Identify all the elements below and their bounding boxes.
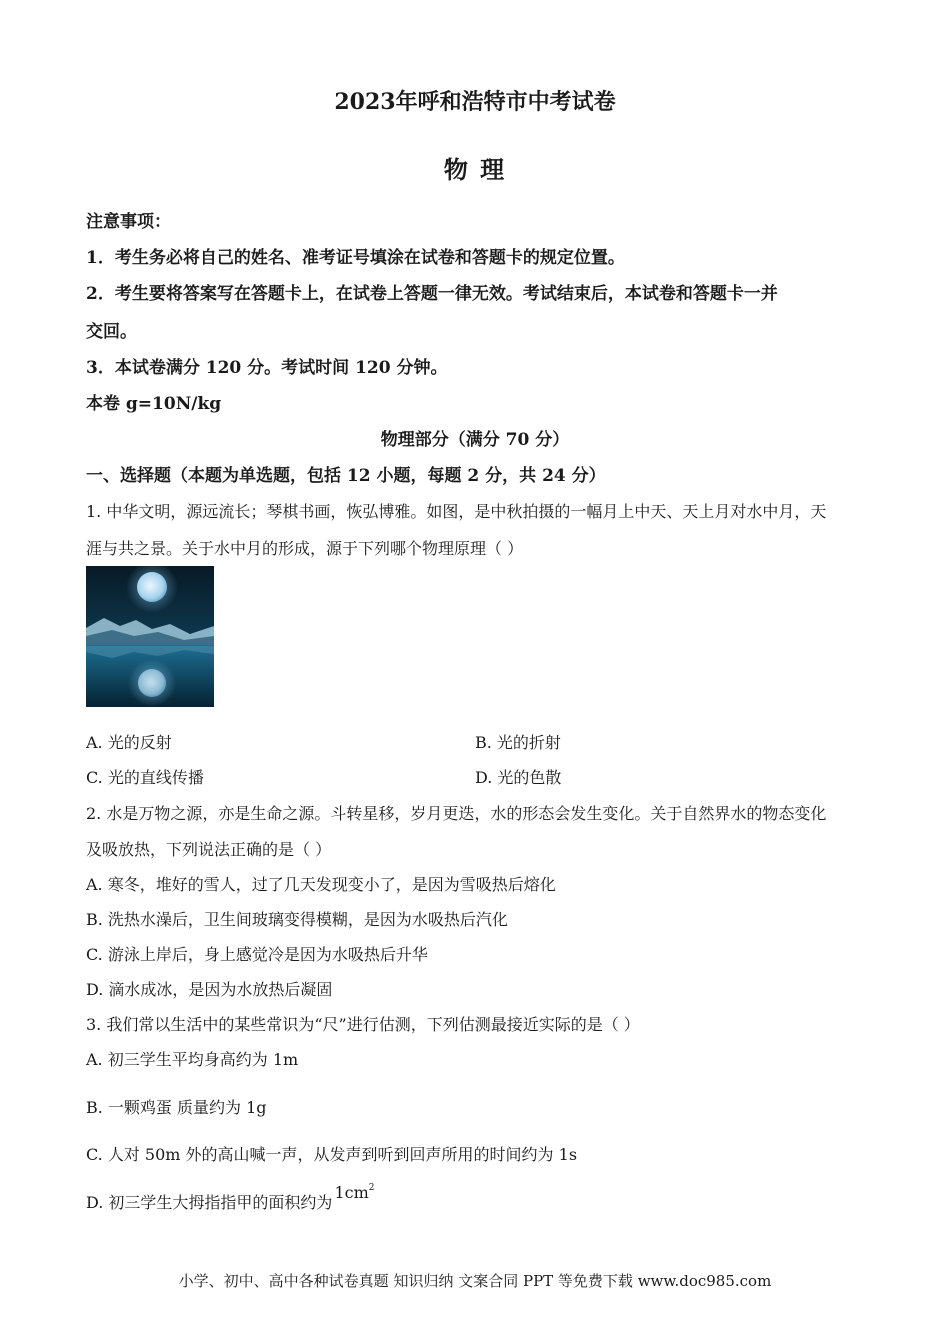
notes-heading: 注意事项： — [86, 212, 171, 232]
subject-title: 物 理 — [443, 155, 507, 184]
note-item-2: 2．考生要将答案写在答题卡上，在试卷上答题一律无效。考试结束后，本试卷和答题卡一并 — [86, 284, 778, 304]
part-title: 物理部分（满分 70 分） — [380, 430, 570, 450]
q1-stem-line1: 1. 中华文明，源远流长；琴棋书画，恢弘博雅。如图，是中秋拍摄的一幅月上中天、天上月对水中月，天 — [86, 502, 827, 521]
q3-option-d — [86, 1182, 375, 1213]
q3-option-d-value: 1cm — [334, 1183, 369, 1202]
q1-option-d: D. 光的色散 — [475, 768, 562, 787]
exam-title: 2023年呼和浩特市中考试卷 — [334, 89, 616, 115]
q1-stem-line2: 涯与共之景。关于水中月的形成，源于下列哪个物理原理（ ） — [86, 539, 524, 558]
q3-option-a: A. 初三学生平均身高约为 1m — [86, 1050, 299, 1069]
q1-option-a: A. 光的反射 — [86, 733, 172, 752]
footer-text: 小学、初中、高中各种试卷真题 知识归纳 文案合同 PPT 等免费下载 www.doc985.com — [178, 1272, 772, 1290]
moon-reflection-image — [86, 566, 214, 707]
q1-option-b: B. 光的折射 — [475, 733, 561, 752]
q3-option-c: C. 人对 50m 外的高山喊一声，从发声到听到回声所用的时间约为 1s — [86, 1145, 578, 1164]
q2-option-d: D. 滴水成冰，是因为水放热后凝固 — [86, 980, 333, 999]
note-item-3: 3．本试卷满分 120 分。考试时间 120 分钟。 — [86, 358, 448, 378]
q3-stem: 3. 我们常以生活中的某些常识为“尺”进行估测，下列估测最接近实际的是（ ） — [86, 1015, 640, 1034]
g-value-note: 本卷 g=10N/kg — [86, 394, 222, 414]
q1-option-c: C. 光的直线传播 — [86, 768, 204, 787]
q3-option-d-exponent: 2 — [368, 1182, 375, 1193]
q2-option-b: B. 洗热水澡后，卫生间玻璃变得模糊，是因为水吸热后汽化 — [86, 910, 508, 929]
q2-option-c: C. 游泳上岸后，身上感觉冷是因为水吸热后升华 — [86, 945, 428, 964]
q2-stem-line2: 及吸放热，下列说法正确的是（ ） — [86, 840, 332, 859]
q3-option-d-text: D. 初三学生大拇指指甲的面积约为 — [86, 1193, 333, 1212]
section-heading: 一、选择题（本题为单选题，包括 12 小题，每题 2 分，共 24 分） — [86, 466, 606, 486]
q3-option-b: B. 一颗鸡蛋 质量约为 1g — [86, 1098, 267, 1117]
q2-stem-line1: 2. 水是万物之源，亦是生命之源。斗转星移，岁月更迭，水的形态会发生变化。关于自然界水的物态变化 — [86, 804, 827, 823]
note-item-2-cont: 交回。 — [86, 322, 137, 342]
q2-option-a: A. 寒冬，堆好的雪人，过了几天发现变小了，是因为雪吸热后熔化 — [86, 875, 556, 894]
note-item-1: 1．考生务必将自己的姓名、准考证号填涂在试卷和答题卡的规定位置。 — [86, 248, 625, 268]
